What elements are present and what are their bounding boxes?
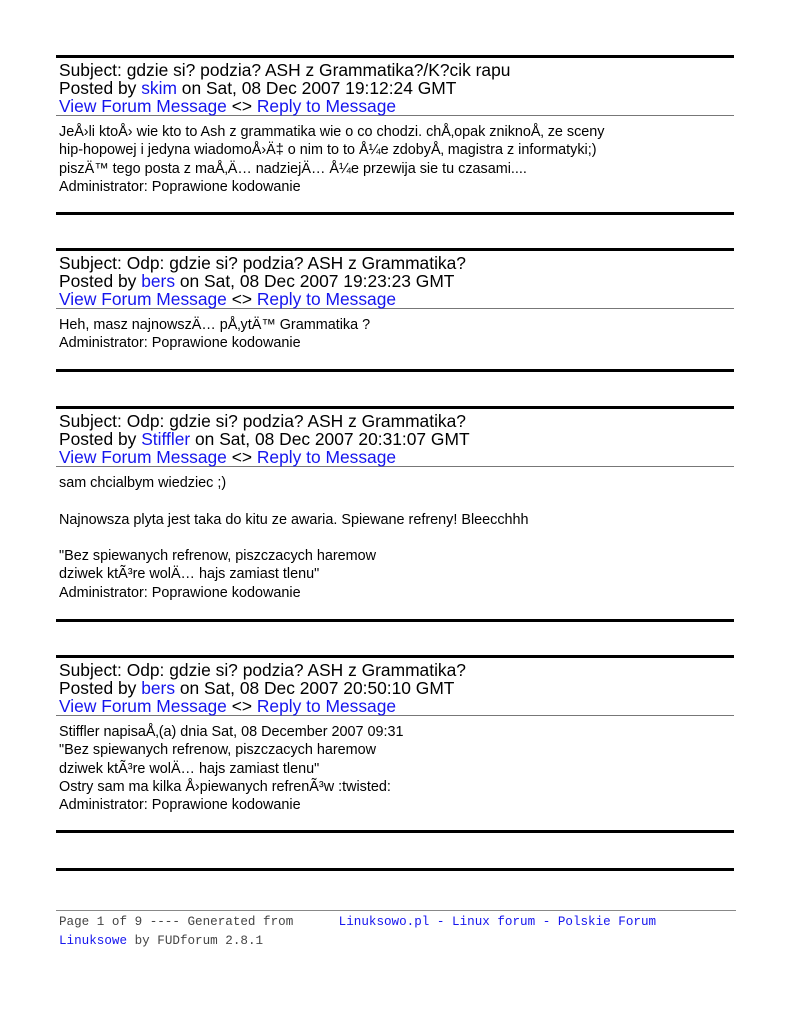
forum-post: [56, 406, 734, 602]
forum-post: [56, 55, 734, 196]
body-line: JeÅ›li ktoÅ› wie kto to Ash z grammatika wie o co chodzi. chÅ‚opak zniknoÅ‚ ze sceny: [59, 124, 605, 140]
subject-text: gdzie si? podzia? ASH z Grammatika?/K?cik rapu: [126, 60, 511, 80]
forum-post: [56, 655, 734, 814]
posted-by-label: Posted by: [59, 429, 137, 449]
body-line: "Bez spiewanych refrenow, piszczacych haremow: [59, 742, 377, 759]
view-forum-message-link[interactable]: View Forum Message: [59, 696, 227, 716]
footer-page-info: Page 1 of 9 ---- Generated from: [59, 915, 294, 929]
posted-by-line: [59, 272, 734, 290]
post-date: on Sat, 08 Dec 2007 19:12:24 GMT: [181, 78, 457, 98]
page-end-rule: [56, 868, 734, 871]
body-line: hip-hopowej i jedyna wiadomoÅ›Ä‡ o nim to to Å¼e zdobyÅ‚ magistra z informatyki;): [59, 142, 597, 159]
body-line: dziwek ktÃ³re wolÄ… hajs zamiast tlenu": [59, 760, 320, 777]
post-header: [56, 409, 734, 466]
body-line: Ostry sam ma kilka Å›piewanych refrenÃ³w :twisted:: [59, 778, 391, 795]
post-bottom-rule: [56, 369, 734, 372]
post-header: [56, 251, 734, 308]
subject-line: [59, 254, 734, 272]
message-actions: [59, 448, 734, 466]
posted-by-label: Posted by: [59, 678, 137, 698]
author-link[interactable]: bers: [141, 271, 176, 291]
post-body: [56, 467, 734, 602]
reply-to-message-link[interactable]: Reply to Message: [256, 96, 397, 116]
view-forum-message-link[interactable]: View Forum Message: [59, 447, 227, 467]
footer-site-link-continued[interactable]: Linuksowe: [59, 934, 128, 948]
footer-line: [59, 913, 735, 932]
actions-separator: <>: [231, 96, 253, 116]
post-bottom-rule: [56, 619, 734, 622]
post-bottom-rule: [56, 212, 734, 215]
post-header: [56, 58, 734, 115]
author-link[interactable]: Stiffler: [141, 429, 191, 449]
footer-rule: [56, 910, 736, 911]
message-actions: [59, 97, 734, 115]
posted-by-line: [59, 679, 734, 697]
post-body: [56, 116, 734, 196]
body-line: Heh, masz najnowszÄ… pÅ‚ytÄ™ Grammatika ?: [59, 317, 371, 333]
body-line: dziwek ktÃ³re wolÄ… hajs zamiast tlenu": [59, 566, 320, 583]
body-line: Administrator: Poprawione kodowanie: [59, 584, 301, 601]
body-line: Administrator: Poprawione kodowanie: [59, 335, 301, 352]
page-footer: [59, 913, 735, 951]
body-line: [59, 529, 734, 547]
post-bottom-rule: [56, 830, 734, 833]
subject-label: Subject:: [59, 411, 122, 431]
message-actions: [59, 290, 734, 308]
posted-by-label: Posted by: [59, 78, 137, 98]
author-link[interactable]: skim: [141, 78, 177, 98]
actions-separator: <>: [231, 289, 253, 309]
footer-site-link[interactable]: Linuksowo.pl - Linux forum - Polskie Forum: [338, 915, 657, 929]
view-forum-message-link[interactable]: View Forum Message: [59, 96, 227, 116]
body-line: Administrator: Poprawione kodowanie: [59, 797, 301, 814]
subject-label: Subject:: [59, 60, 122, 80]
post-date: on Sat, 08 Dec 2007 20:50:10 GMT: [179, 678, 455, 698]
forum-post: [56, 248, 734, 353]
author-link[interactable]: bers: [141, 678, 176, 698]
post-header: [56, 658, 734, 715]
body-line: piszÄ™ tego posta z maÅ‚Ä… nadziejÄ… Å¼e przewija sie tu czasami....: [59, 160, 527, 177]
subject-label: Subject:: [59, 660, 122, 680]
post-body: [56, 716, 734, 814]
subject-line: [59, 661, 734, 679]
subject-text: Odp: gdzie si? podzia? ASH z Grammatika?: [126, 253, 466, 273]
view-forum-message-link[interactable]: View Forum Message: [59, 289, 227, 309]
body-line: sam chcialbym wiedziec ;): [59, 475, 227, 491]
actions-separator: <>: [231, 447, 253, 467]
body-line: Administrator: Poprawione kodowanie: [59, 178, 301, 195]
subject-text: Odp: gdzie si? podzia? ASH z Grammatika?: [126, 660, 466, 680]
subject-line: [59, 61, 734, 79]
message-actions: [59, 697, 734, 715]
post-body: [56, 309, 734, 353]
posted-by-line: [59, 430, 734, 448]
footer-generator: by FUDforum 2.8.1: [134, 934, 264, 948]
reply-to-message-link[interactable]: Reply to Message: [256, 447, 397, 467]
subject-line: [59, 412, 734, 430]
body-line: Najnowsza plyta jest taka do kitu ze awaria. Spiewane refreny! Bleecchhh: [59, 511, 529, 528]
reply-to-message-link[interactable]: Reply to Message: [256, 696, 397, 716]
body-line: [59, 492, 734, 510]
posted-by-line: [59, 79, 734, 97]
body-line: "Bez spiewanych refrenow, piszczacych haremow: [59, 548, 377, 565]
post-date: on Sat, 08 Dec 2007 19:23:23 GMT: [179, 271, 455, 291]
post-date: on Sat, 08 Dec 2007 20:31:07 GMT: [195, 429, 470, 449]
body-line: Stiffler napisaÅ‚(a) dnia Sat, 08 December 2007 09:31: [59, 724, 404, 740]
actions-separator: <>: [231, 696, 253, 716]
subject-label: Subject:: [59, 253, 122, 273]
footer-line: [59, 932, 735, 951]
posted-by-label: Posted by: [59, 271, 137, 291]
subject-text: Odp: gdzie si? podzia? ASH z Grammatika?: [126, 411, 466, 431]
reply-to-message-link[interactable]: Reply to Message: [256, 289, 397, 309]
